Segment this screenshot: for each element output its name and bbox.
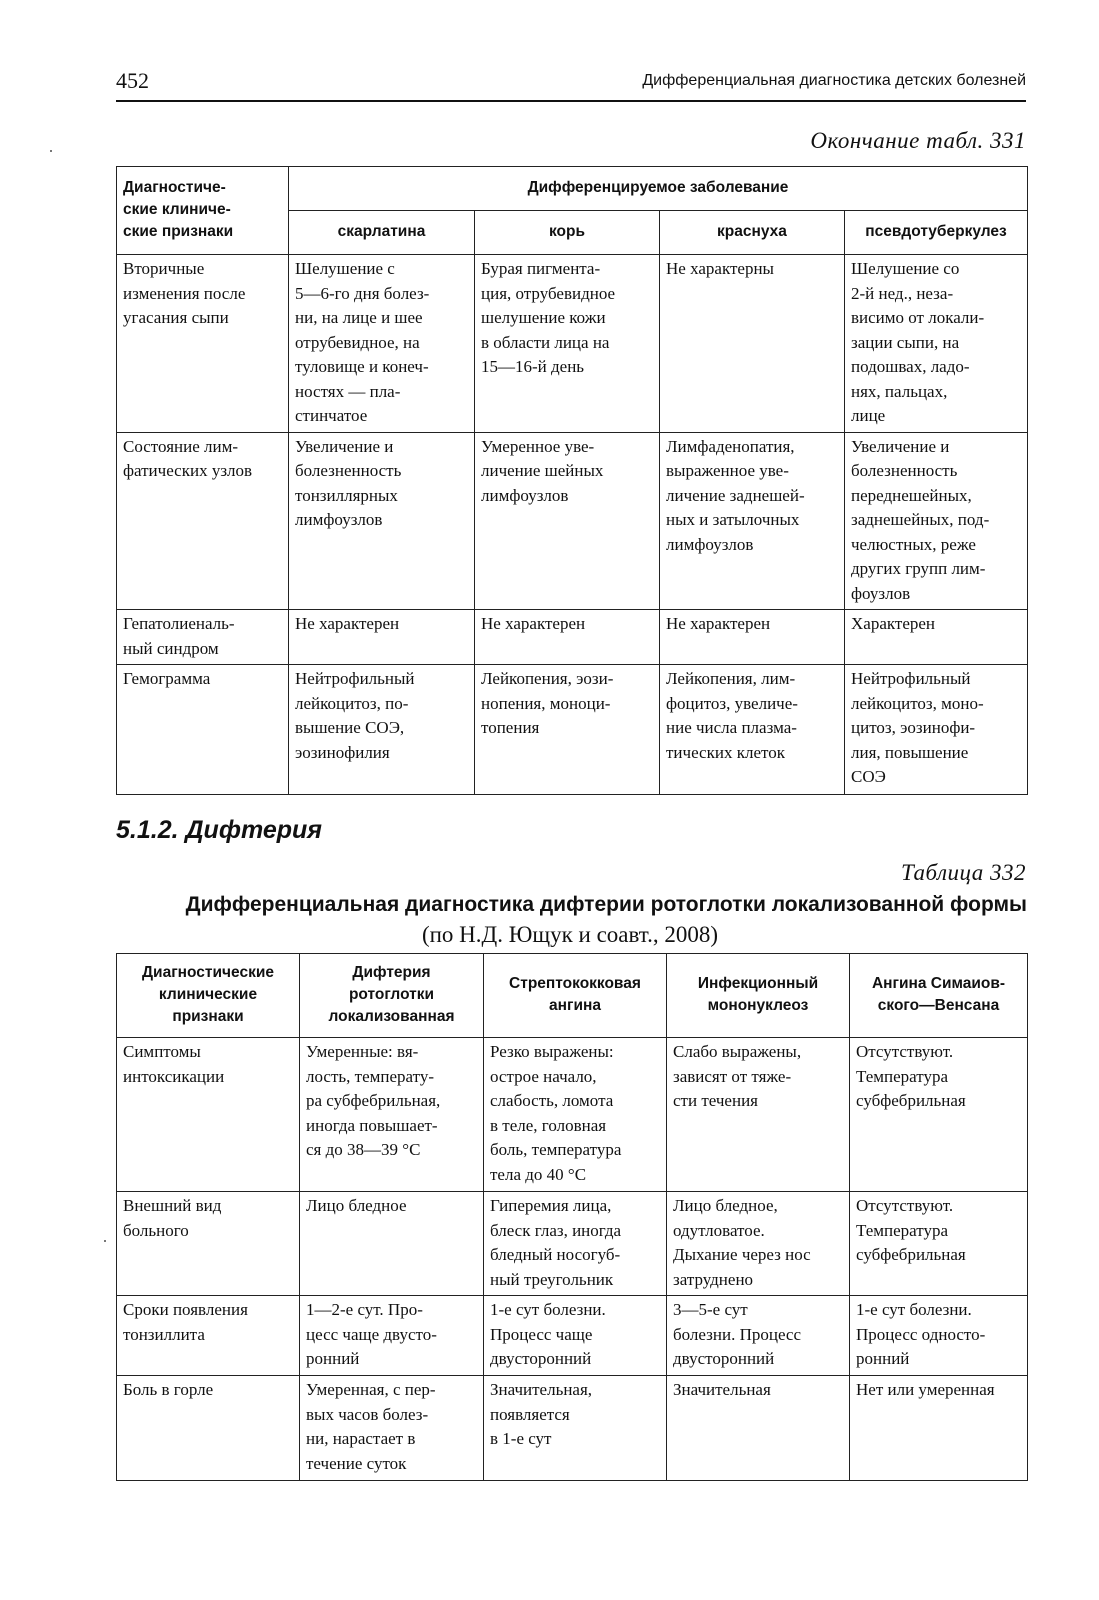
- cell-line: фатических узлов: [123, 461, 253, 480]
- cell-line: нопения, моноци-: [481, 693, 611, 713]
- cell-line: ных и затылочных: [666, 510, 800, 529]
- row-label-cell: [117, 1038, 300, 1192]
- table-cell: [660, 610, 845, 665]
- cell-line: Ангина Симаиов-: [871, 975, 1006, 992]
- cell-line: двусторонний: [490, 1349, 592, 1368]
- table-cell: [850, 1038, 1028, 1192]
- cell-line: ского—Венсана: [877, 997, 1000, 1014]
- table-cell: [845, 610, 1028, 665]
- running-header: [116, 62, 1026, 102]
- cell-line: Вторичные: [123, 259, 205, 278]
- table-cell: [845, 432, 1028, 610]
- table-cell: [667, 1376, 850, 1481]
- cell-line: Внешний вид: [123, 1196, 222, 1215]
- cell-line: в теле, головная: [490, 1115, 607, 1135]
- cell-line: Инфекционный: [697, 975, 819, 992]
- cell-line: мононуклеоз: [707, 997, 809, 1014]
- cell-line: челюстных, реже: [851, 534, 976, 554]
- table-332-title: Дифференциальная диагностика дифтерии ротоглотки локализованной формы: [185, 893, 1027, 916]
- cell-line: Бурая пигмента-: [481, 259, 601, 278]
- cell-line: Лейкопения, эози-: [481, 669, 614, 688]
- table-332-header-cell: [117, 954, 300, 1038]
- cell-line: Процесс односто-: [856, 1324, 986, 1344]
- table-331-caption: Окончание табл. 331: [810, 128, 1026, 153]
- table-cell: [667, 1192, 850, 1296]
- table-row: [117, 255, 1028, 433]
- cell-line: затруднено: [673, 1269, 754, 1289]
- cell-line: СОЭ: [851, 767, 886, 786]
- cell-line: Гепатолиеналь-: [123, 614, 235, 633]
- cell-line: вышение СОЭ,: [295, 718, 405, 737]
- table-cell: [850, 1192, 1028, 1296]
- cell-line: Боль в горле: [123, 1380, 214, 1399]
- cell-line: 1-е сут болезни.: [490, 1300, 606, 1319]
- cell-line: клинические: [158, 986, 258, 1003]
- table-cell: [660, 432, 845, 610]
- cell-line: ские клиниче-: [123, 201, 231, 218]
- cell-line: топения: [481, 718, 540, 737]
- table-331-body: [117, 255, 1028, 795]
- cell-line: шелушение кожи: [481, 308, 606, 327]
- cell-line: лице: [851, 406, 886, 425]
- cell-line: Лимфаденопатия,: [666, 436, 795, 456]
- cell-line: тонзиллярных: [295, 485, 398, 505]
- table-cell: [300, 1376, 484, 1481]
- cell-line: Сроки появления: [123, 1300, 248, 1319]
- cell-line: слабость, ломота: [490, 1091, 614, 1110]
- cell-line: Увеличение и: [851, 436, 950, 456]
- row-label-cell: [117, 610, 289, 665]
- cell-line: подошвах, ладо-: [851, 357, 970, 376]
- row-label-cell: [117, 665, 289, 795]
- table-row: [117, 610, 1028, 665]
- cell-line: личение заднешей-: [666, 485, 805, 505]
- cell-line: бледный носогуб-: [490, 1245, 621, 1264]
- table-332-header-cell: [300, 954, 484, 1038]
- cell-line: Значительная,: [490, 1380, 593, 1399]
- cell-line: признаки: [172, 1008, 244, 1025]
- table-cell: [484, 1296, 667, 1376]
- cell-line: в области лица на: [481, 332, 610, 352]
- cell-line: Температура: [856, 1066, 949, 1086]
- cell-line: эозинофилия: [295, 742, 390, 762]
- cell-line: фоузлов: [851, 583, 911, 603]
- table-331-group-header: Дифференцируемое заболевание: [289, 167, 1028, 211]
- cell-line: ронний: [306, 1349, 360, 1368]
- cell-line: Симптомы: [123, 1042, 201, 1061]
- cell-line: ра субфебрильная,: [306, 1091, 441, 1110]
- cell-line: лимфоузлов: [295, 510, 383, 529]
- table-331-subheader: скарлатина: [289, 211, 475, 255]
- cell-line: Шелушение со: [851, 259, 960, 278]
- table-cell: [300, 1038, 484, 1192]
- table-cell: [660, 255, 845, 433]
- cell-line: Резко выражены:: [490, 1042, 614, 1061]
- table-row: [117, 1038, 1028, 1192]
- table-cell: [475, 255, 660, 433]
- table-cell: [475, 665, 660, 795]
- cell-line: субфебрильная: [856, 1091, 966, 1110]
- cell-line: 2-й нед., неза-: [851, 283, 954, 303]
- cell-line: Не характерен: [666, 614, 771, 633]
- table-cell: [475, 610, 660, 665]
- cell-line: изменения после: [123, 283, 246, 303]
- table-331-header-signs: [117, 167, 289, 255]
- cell-line: ангина: [549, 997, 601, 1014]
- cell-line: тонзиллита: [123, 1324, 205, 1344]
- cell-line: Состояние лим-: [123, 436, 238, 456]
- cell-line: Нейтрофильный: [851, 669, 971, 688]
- cell-line: Слабо выражены,: [673, 1042, 802, 1061]
- cell-line: фоцитоз, увеличе-: [666, 693, 798, 713]
- cell-line: туловище и конеч-: [295, 357, 429, 376]
- table-cell: [289, 610, 475, 665]
- table-332-header-row: [117, 954, 1028, 1038]
- cell-line: ся до 38—39 °С: [306, 1140, 421, 1159]
- table-cell: [289, 665, 475, 795]
- cell-line: Не характерен: [295, 614, 400, 633]
- table-332-header-cell: [850, 954, 1028, 1038]
- table-331-subheader: корь: [475, 211, 660, 255]
- cell-line: интоксикации: [123, 1066, 225, 1086]
- cell-line: субфебрильная: [856, 1245, 966, 1264]
- running-title: Дифференциальная диагностика детских болезней: [642, 72, 1026, 89]
- table-cell: [484, 1192, 667, 1296]
- cell-line: Температура: [856, 1220, 949, 1240]
- cell-line: личение шейных: [481, 461, 604, 480]
- table-cell: [300, 1192, 484, 1296]
- cell-line: переднешейных,: [851, 485, 972, 505]
- table-cell: [484, 1376, 667, 1481]
- cell-line: болезни. Процесс: [673, 1324, 802, 1344]
- cell-line: течение суток: [306, 1453, 407, 1473]
- cell-line: Отсутствуют.: [856, 1042, 954, 1061]
- cell-line: болезненность: [851, 461, 958, 480]
- cell-line: лимфоузлов: [481, 485, 569, 505]
- cell-line: острое начало,: [490, 1066, 597, 1086]
- cell-line: Диагностиче-: [123, 179, 226, 196]
- table-332-body: [117, 1038, 1028, 1481]
- cell-line: иногда повышает-: [306, 1115, 438, 1135]
- cell-line: двусторонний: [673, 1349, 775, 1368]
- cell-line: стинчатое: [295, 406, 368, 425]
- table-332-header-cell: [484, 954, 667, 1038]
- cell-line: зависят от тяже-: [673, 1066, 792, 1086]
- cell-line: Не характерны: [666, 259, 774, 278]
- cell-line: Значительная: [673, 1380, 771, 1399]
- table-332: [116, 953, 1028, 1481]
- cell-line: Умеренное уве-: [481, 436, 595, 456]
- cell-line: 5—6-го дня болез-: [295, 283, 430, 303]
- section-title: 5.1.2. Дифтерия: [116, 816, 323, 844]
- cell-line: ция, отрубевидное: [481, 283, 616, 303]
- cell-line: ный треугольник: [490, 1269, 614, 1289]
- row-label-cell: [117, 1296, 300, 1376]
- table-332-header-cell: [667, 954, 850, 1038]
- row-label-cell: [117, 432, 289, 610]
- cell-line: Гиперемия лица,: [490, 1196, 612, 1215]
- table-row: [117, 665, 1028, 795]
- table-cell: [667, 1038, 850, 1192]
- cell-line: тела до 40 °С: [490, 1164, 587, 1184]
- cell-line: Умеренная, с пер-: [306, 1380, 436, 1399]
- row-label-cell: [117, 255, 289, 433]
- table-331-subheader: краснуха: [660, 211, 845, 255]
- cell-line: больного: [123, 1220, 189, 1240]
- cell-line: вых часов болез-: [306, 1404, 429, 1424]
- cell-line: ские признаки: [123, 223, 234, 240]
- cell-line: выраженное уве-: [666, 461, 789, 480]
- cell-line: 1-е сут болезни.: [856, 1300, 972, 1319]
- cell-line: Дифтерия: [352, 964, 431, 981]
- cell-line: 1—2-е сут. Про-: [306, 1300, 423, 1319]
- cell-line: тических клеток: [666, 742, 785, 762]
- cell-line: Нет или умеренная: [856, 1380, 995, 1399]
- cell-line: в 1-е сут: [490, 1429, 552, 1448]
- table-cell: [667, 1296, 850, 1376]
- table-cell: [850, 1296, 1028, 1376]
- cell-line: Гемограмма: [123, 669, 211, 688]
- cell-line: отрубевидное, на: [295, 332, 420, 352]
- cell-line: 15—16-й день: [481, 357, 585, 376]
- cell-line: висимо от локали-: [851, 308, 985, 327]
- table-row: [117, 1192, 1028, 1296]
- cell-line: лимфоузлов: [666, 534, 754, 554]
- cell-line: Отсутствуют.: [856, 1196, 954, 1215]
- cell-line: Диагностические: [142, 964, 274, 981]
- cell-line: Умеренные: вя-: [306, 1042, 419, 1061]
- cell-line: Дыхание через нос: [673, 1245, 811, 1264]
- page-number: 452: [116, 68, 149, 93]
- table-row: [117, 1296, 1028, 1376]
- cell-line: сти течения: [673, 1091, 758, 1110]
- cell-line: ротоглотки: [348, 986, 435, 1003]
- cell-line: Лицо бледное: [306, 1196, 407, 1215]
- cell-line: нях, пальцах,: [851, 381, 948, 401]
- cell-line: Шелушение с: [295, 259, 395, 278]
- cell-line: заднешейных, под-: [851, 510, 990, 529]
- table-cell: [850, 1376, 1028, 1481]
- cell-line: одутловатое.: [673, 1220, 765, 1240]
- cell-line: ни, нарастает в: [306, 1429, 416, 1448]
- cell-line: Нейтрофильный: [295, 669, 415, 688]
- cell-line: зации сыпи, на: [851, 332, 960, 352]
- cell-line: Увеличение и: [295, 436, 394, 456]
- cell-line: боль, температура: [490, 1140, 622, 1159]
- cell-line: ный синдром: [123, 638, 219, 658]
- cell-line: появляется: [490, 1404, 570, 1424]
- row-label-cell: [117, 1192, 300, 1296]
- cell-line: ностях — пла-: [295, 381, 401, 401]
- cell-line: ронний: [856, 1349, 910, 1368]
- row-label-cell: [117, 1376, 300, 1481]
- cell-line: Лицо бледное,: [673, 1196, 778, 1215]
- table-cell: [289, 255, 475, 433]
- table-331: [116, 166, 1028, 795]
- table-cell: [475, 432, 660, 610]
- cell-line: ни, на лице и шее: [295, 308, 423, 327]
- table-cell: [484, 1038, 667, 1192]
- cell-line: лость, температу-: [306, 1066, 434, 1086]
- cell-line: блеск глаз, иногда: [490, 1220, 622, 1240]
- cell-line: лия, повышение: [851, 742, 969, 762]
- cell-line: лейкоцитоз, по-: [295, 693, 409, 713]
- table-cell: [845, 255, 1028, 433]
- cell-line: Лейкопения, лим-: [666, 669, 796, 688]
- cell-line: Процесс чаще: [490, 1324, 593, 1344]
- cell-line: других групп лим-: [851, 559, 986, 578]
- table-cell: [289, 432, 475, 610]
- cell-line: угасания сыпи: [123, 308, 229, 327]
- cell-line: цесс чаще двусто-: [306, 1324, 437, 1344]
- margin-dot: [104, 1240, 106, 1242]
- cell-line: локализованная: [328, 1008, 455, 1025]
- table-row: [117, 432, 1028, 610]
- table-331-subheader: псевдотуберкулез: [845, 211, 1028, 255]
- cell-line: цитоз, эозинофи-: [851, 718, 976, 737]
- cell-line: Не характерен: [481, 614, 586, 633]
- table-332-subtitle: (по Н.Д. Ющук и соавт., 2008): [421, 922, 719, 947]
- margin-dot: [50, 150, 52, 152]
- cell-line: болезненность: [295, 461, 402, 480]
- table-cell: [300, 1296, 484, 1376]
- table-cell: [845, 665, 1028, 795]
- table-row: [117, 1376, 1028, 1481]
- cell-line: лейкоцитоз, моно-: [851, 693, 984, 713]
- cell-line: Характерен: [851, 614, 936, 633]
- cell-line: 3—5-е сут: [673, 1300, 748, 1319]
- cell-line: ние числа плазма-: [666, 718, 797, 737]
- table-332-caption: Таблица 332: [900, 860, 1026, 885]
- table-cell: [660, 665, 845, 795]
- cell-line: Стрептококковая: [509, 975, 641, 992]
